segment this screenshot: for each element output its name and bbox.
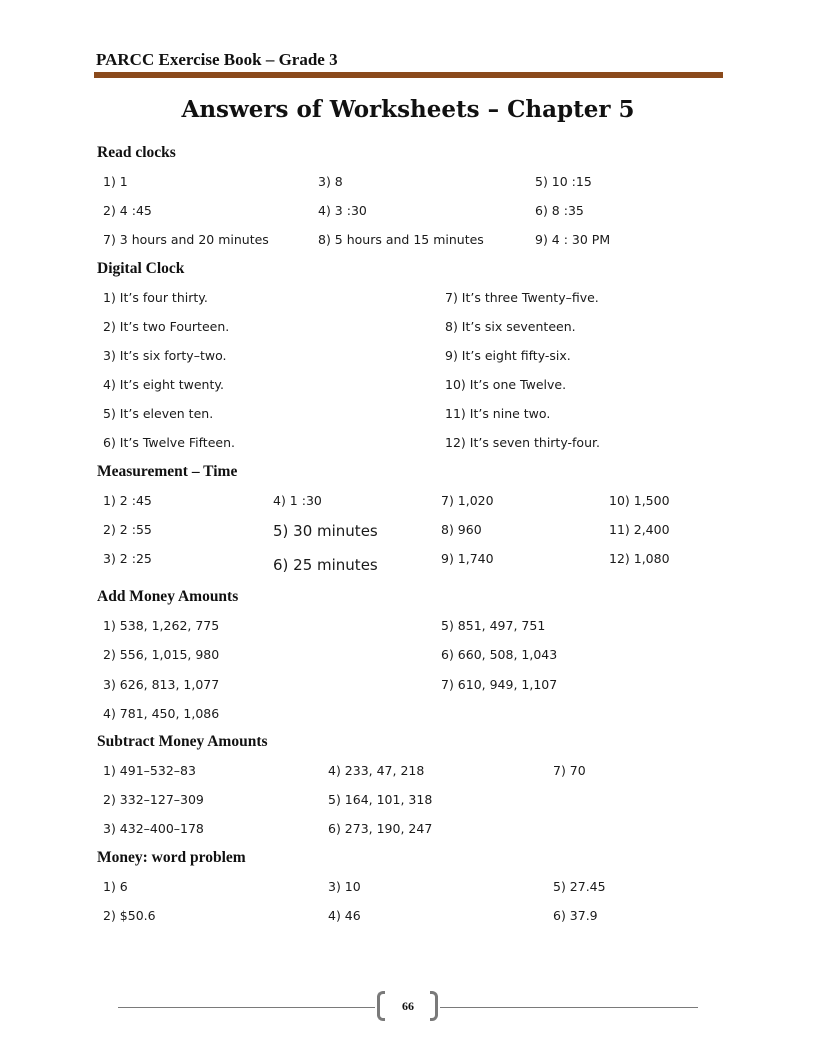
answer-item: 5) 30 minutes — [273, 522, 378, 540]
answer-item: 9) 1,740 — [441, 551, 494, 566]
answer-item: 7) 70 — [553, 763, 586, 778]
section-title-add-money: Add Money Amounts — [97, 588, 239, 605]
answer-item: 3) 10 — [328, 879, 361, 894]
answer-item: 2) 4 :45 — [103, 203, 152, 218]
answer-item: 3) 8 — [318, 174, 343, 189]
section-title-subtract-money: Subtract Money Amounts — [97, 733, 268, 750]
answer-item: 1) 538, 1,262, 775 — [103, 618, 220, 633]
answer-item: 7) 610, 949, 1,107 — [441, 677, 558, 692]
answer-item: 4) 781, 450, 1,086 — [103, 706, 220, 721]
answer-item: 7) It’s three Twenty–five. — [445, 290, 599, 305]
answer-item: 4) It’s eight twenty. — [103, 377, 224, 392]
answer-item: 6) 8 :35 — [535, 203, 584, 218]
answer-item: 4) 233, 47, 218 — [328, 763, 425, 778]
answer-item: 7) 1,020 — [441, 493, 494, 508]
answer-item: 8) 5 hours and 15 minutes — [318, 232, 484, 247]
book-title: PARCC Exercise Book – Grade 3 — [96, 50, 338, 69]
answer-item: 1) 2 :45 — [103, 493, 152, 508]
answer-item: 8) 960 — [441, 522, 482, 537]
section-title-word-problem: Money: word problem — [97, 849, 246, 866]
page-number: 66 — [402, 999, 414, 1013]
answer-item: 2) $50.6 — [103, 908, 156, 923]
answer-item: 2) 332–127–309 — [103, 792, 204, 807]
answer-item: 1) It’s four thirty. — [103, 290, 208, 305]
answer-item: 5) 164, 101, 318 — [328, 792, 433, 807]
answer-item: 3) 432–400–178 — [103, 821, 204, 836]
page-number-bracket-left — [377, 991, 385, 1021]
answer-item: 6) 37.9 — [553, 908, 598, 923]
answer-item: 3) It’s six forty–two. — [103, 348, 227, 363]
footer-rule-right — [440, 1007, 698, 1008]
answer-item: 5) 851, 497, 751 — [441, 618, 546, 633]
answer-item: 5) 27.45 — [553, 879, 606, 894]
answer-item: 3) 2 :25 — [103, 551, 152, 566]
answer-item: 5) 10 :15 — [535, 174, 592, 189]
answer-item: 12) 1,080 — [609, 551, 670, 566]
answer-item: 2) It’s two Fourteen. — [103, 319, 230, 334]
header-rule — [94, 72, 723, 78]
section-title-digital-clock: Digital Clock — [97, 260, 185, 277]
answer-item: 11) 2,400 — [609, 522, 670, 537]
answer-item: 6) 273, 190, 247 — [328, 821, 433, 836]
answer-item: 6) It’s Twelve Fifteen. — [103, 435, 235, 450]
answer-item: 9) It’s eight fifty-six. — [445, 348, 571, 363]
answer-item: 4) 46 — [328, 908, 361, 923]
footer-rule-left — [118, 1007, 375, 1008]
answer-item: 3) 626, 813, 1,077 — [103, 677, 220, 692]
answer-item: 1) 491–532–83 — [103, 763, 196, 778]
answer-item: 1) 6 — [103, 879, 128, 894]
answer-item: 10) 1,500 — [609, 493, 670, 508]
answer-item: 12) It’s seven thirty-four. — [445, 435, 600, 450]
answer-item: 1) 1 — [103, 174, 128, 189]
section-title-measurement-time: Measurement – Time — [97, 463, 238, 480]
answer-item: 10) It’s one Twelve. — [445, 377, 567, 392]
answer-item: 2) 2 :55 — [103, 522, 152, 537]
answer-item: 11) It’s nine two. — [445, 406, 551, 421]
section-title-read-clocks: Read clocks — [97, 144, 176, 161]
answer-item: 7) 3 hours and 20 minutes — [103, 232, 269, 247]
answer-item: 9) 4 : 30 PM — [535, 232, 611, 247]
answer-item: 8) It’s six seventeen. — [445, 319, 576, 334]
page-title: Answers of Worksheets – Chapter 5 — [181, 96, 635, 123]
answer-item: 4) 3 :30 — [318, 203, 367, 218]
answer-item: 6) 25 minutes — [273, 556, 378, 574]
answer-item: 2) 556, 1,015, 980 — [103, 647, 220, 662]
answer-item: 5) It’s eleven ten. — [103, 406, 214, 421]
page-number-bracket-right — [430, 991, 438, 1021]
answer-item: 4) 1 :30 — [273, 493, 322, 508]
answer-item: 6) 660, 508, 1,043 — [441, 647, 558, 662]
